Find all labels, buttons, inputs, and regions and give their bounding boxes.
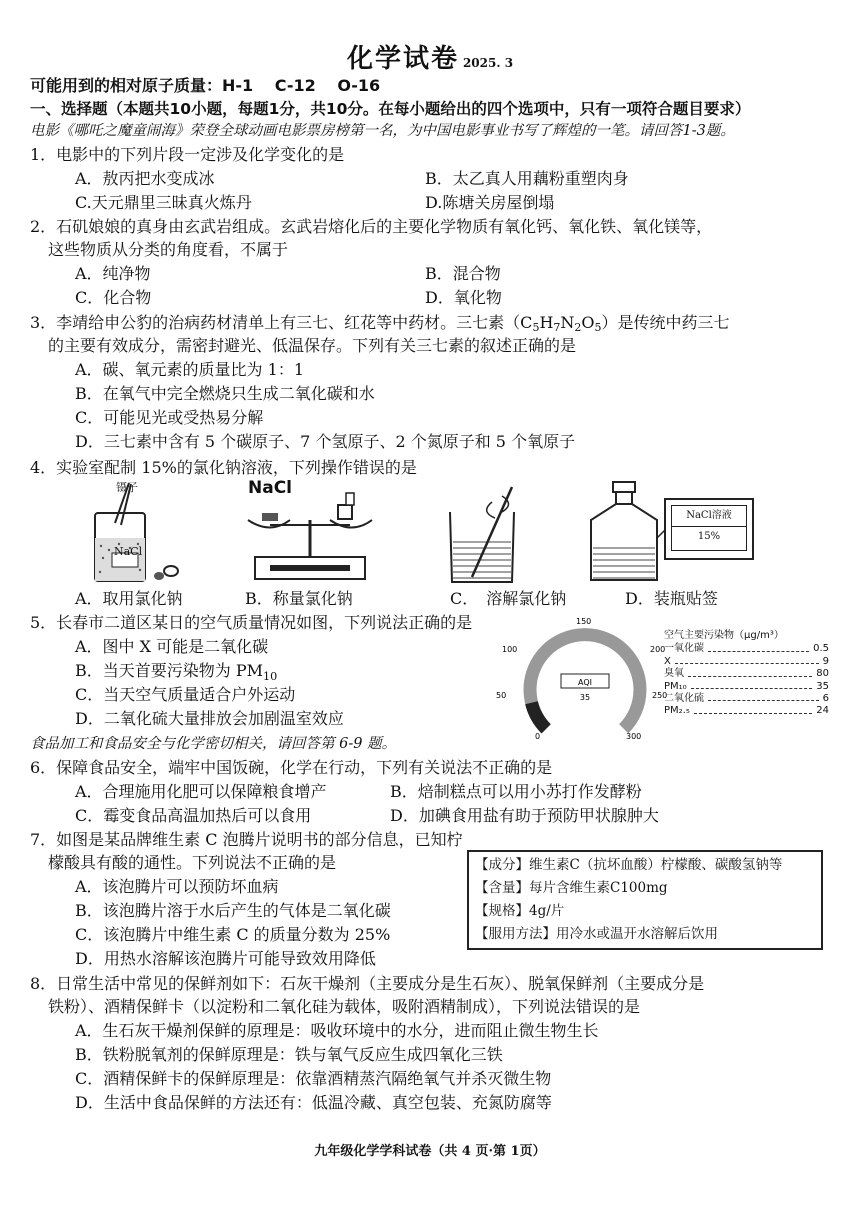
- aqi-label: AQI: [578, 678, 592, 687]
- aqi-gauge: [496, 612, 668, 747]
- tweezers-label: 镊子: [116, 481, 138, 494]
- q8-option-b: B．铁粉脱氧剂的保鲜原理是：铁与氧气反应生成四氧化三铁: [75, 1045, 503, 1064]
- legend-value: 35: [816, 680, 829, 692]
- legend-name: 一氧化碳: [664, 643, 704, 655]
- q7-option-c: C．该泡腾片中维生素 C 的质量分数为 25%: [75, 925, 391, 944]
- legend-name: PM₂.₅: [664, 705, 690, 717]
- legend-name: 臭氧: [664, 668, 684, 680]
- q8-option-c: C．酒精保鲜卡的保鲜原理是：依靠酒精蒸汽隔绝氧气并杀灭微生物: [75, 1069, 552, 1088]
- q1-option-c: C.天元鼎里三昧真火炼丹: [75, 193, 252, 212]
- q2-option-b: B．混合物: [425, 264, 501, 283]
- q1-option-b: B．太乙真人用藕粉重塑肉身: [425, 169, 629, 188]
- q5-option-b-sub: 10: [263, 670, 278, 684]
- legend-row: [664, 705, 829, 717]
- info-usage: 【服用方法】用冷水或温开水溶解后饮用: [475, 926, 718, 942]
- formula-h-count: 7: [553, 321, 561, 334]
- legend-name: PM₁₀: [664, 680, 687, 692]
- title-row: [0, 38, 860, 75]
- pollutant-legend: [664, 630, 829, 718]
- legend-value: 80: [816, 668, 829, 680]
- q6-stem: 6．保障食品安全，端牢中国饭碗，化学在行动，下列有关说法不正确的是: [30, 758, 553, 777]
- gauge-tick-250: 250: [652, 691, 668, 700]
- formula-n: N: [560, 313, 575, 332]
- q5-option-c: C．当天空气质量适合户外运动: [75, 685, 296, 704]
- q5-option-a: A．图中 X 可能是二氧化碳: [75, 637, 269, 656]
- legend-name: X: [664, 655, 671, 667]
- page-title: 化学试卷: [346, 44, 459, 74]
- q3-option-b: B．在氧气中完全燃烧只生成二氧化碳和水: [75, 384, 375, 403]
- balance-nacl-label: NaCl: [248, 478, 293, 498]
- info-ingredients: 【成分】维生素C（抗坏血酸）柠檬酸、碳酸氢钠等: [475, 857, 783, 873]
- legend-title: 空气主要污染物（μg/m³）: [664, 630, 784, 641]
- q8-option-a: A．生石灰干燥剂保鲜的原理是：吸收环境中的水分，进而阻止微生物生长: [75, 1021, 599, 1040]
- atomic-masses: 可能用到的相对原子质量：H-1 C-12 O-16: [30, 76, 381, 95]
- legend-value: 6: [822, 693, 829, 705]
- legend-row: [664, 643, 829, 655]
- fig-weigh-nacl: [240, 495, 375, 590]
- q7-stem-2: 檬酸具有酸的通性。下列说法不正确的是: [48, 853, 337, 872]
- q2-stem-1: 2．石矶娘娘的真身由玄武岩组成。玄武岩熔化后的主要化学物质有氧化钙、氧化铁、氧化镁等，: [30, 217, 713, 236]
- formula-o-count: 5: [594, 321, 602, 334]
- q8-option-d: D．生活中食品保鲜的方法还有：低温冷藏、真空包装、充氮防腐等: [75, 1093, 552, 1112]
- intro-2: 食品加工和食品安全与化学密切相关，请回答第 6-9 题。: [30, 736, 397, 752]
- q8-stem-1: 8．日常生活中常见的保鲜剂如下：石灰干燥剂（主要成分是生石灰）、脱氧保鲜剂（主要成分是: [30, 974, 705, 993]
- q7-option-b: B．该泡腾片溶于水后产生的气体是二氧化碳: [75, 901, 391, 920]
- q1-option-d: D.陈塘关房屋倒塌: [425, 193, 555, 212]
- formula-h: H: [539, 313, 554, 332]
- q7-option-d: D．用热水溶解该泡腾片可能导致效用降低: [75, 949, 376, 968]
- legend-value: 9: [822, 655, 829, 667]
- gauge-tick-0: 0: [535, 732, 541, 741]
- gauge-tick-300: 300: [626, 732, 642, 741]
- q3-stem-1b: ）是传统中药三七: [601, 313, 730, 332]
- gauge-tick-50: 50: [496, 691, 507, 700]
- vitamin-c-info-box: [467, 850, 823, 950]
- q2-option-a: A．纯净物: [75, 264, 151, 283]
- formula-c-count: 5: [532, 321, 540, 334]
- gauge-tick-100: 100: [502, 645, 518, 654]
- q8-stem-2: 铁粉）、酒精保鲜卡（以淀粉和二氧化硅为载体，吸附酒精制成），下列说法错误的是: [48, 997, 641, 1016]
- tag-line-2: 15%: [697, 531, 721, 542]
- q7-option-a: A．该泡腾片可以预防坏血病: [75, 877, 279, 896]
- legend-row: [664, 693, 829, 705]
- gauge-tick-150: 150: [576, 617, 592, 626]
- q6-option-a: A．合理施用化肥可以保障粮食增产: [75, 782, 327, 801]
- q5-stem: 5．长春市二道区某日的空气质量情况如图，下列说法正确的是: [30, 613, 473, 632]
- q5-option-b-text: B．当天首要污染物为 PM: [75, 661, 263, 680]
- q7-stem-1: 7．如图是某品牌维生素 C 泡腾片说明书的部分信息，已知柠: [30, 830, 463, 849]
- q4-stem: 4．实验室配制 15%的氯化钠溶液，下列操作错误的是: [30, 458, 417, 477]
- q3-option-d: D．三七素中含有 5 个碳原子、7 个氢原子、2 个氮原子和 5 个氧原子: [75, 432, 576, 451]
- legend-row: [664, 668, 829, 680]
- q3-option-c: C．可能见光或受热易分解: [75, 408, 264, 427]
- info-content: 【含量】每片含维生素C100mg: [475, 880, 668, 896]
- page-footer: 九年级化学学科试卷（共 4 页·第 1页）: [314, 1144, 546, 1159]
- legend-value: 0.5: [813, 643, 829, 655]
- intro-1: 电影《哪吒之魔童闹海》荣登全球动画电影票房榜第一名，为中国电影事业书写了辉煌的一笔。请回答1-3题。: [30, 123, 735, 139]
- q3-stem-2: 的主要有效成分，需密封避光、低温保存。下列有关三七素的叙述正确的是: [48, 336, 577, 355]
- info-spec: 【规格】4g/片: [475, 903, 565, 919]
- q2-option-c: C．化合物: [75, 288, 152, 307]
- q4-option-a: A．取用氯化钠: [75, 589, 183, 608]
- q5-option-d: D．二氧化硫大量排放会加剧温室效应: [75, 709, 344, 728]
- legend-value: 24: [816, 705, 829, 717]
- formula-o: O: [581, 313, 595, 332]
- q1-option-a: A．敖丙把水变成冰: [75, 169, 215, 188]
- fig-dissolve-nacl: [440, 482, 530, 587]
- q3-stem-1a: 3．李靖给申公豹的治病药材清单上有三七、红花等中药材。三七素（C: [30, 313, 533, 332]
- gauge-tick-200: 200: [650, 645, 666, 654]
- q6-option-c: C．霉变食品高温加热后可以食用: [75, 806, 312, 825]
- exam-date: 2025. 3: [462, 56, 514, 70]
- legend-row: [664, 681, 829, 693]
- q6-option-b: B．焙制糕点可以用小苏打作发酵粉: [390, 782, 642, 801]
- q6-option-d: D．加碘食用盐有助于预防甲状腺肿大: [390, 806, 659, 825]
- q2-stem-2: 这些物质从分类的角度看，不属于: [48, 240, 289, 259]
- aqi-value: 35: [579, 693, 591, 702]
- q2-option-d: D．氧化物: [425, 288, 502, 307]
- q4-option-d: D．装瓶贴签: [625, 589, 718, 608]
- q3-option-a: A．碳、氧元素的质量比为 1：1: [75, 360, 305, 379]
- formula-n-count: 2: [574, 321, 582, 334]
- q4-option-b: B．称量氯化钠: [245, 589, 353, 608]
- fig-take-nacl: [85, 478, 195, 588]
- q1-stem: 1．电影中的下列片段一定涉及化学变化的是: [30, 145, 345, 164]
- legend-row: [664, 656, 829, 668]
- q4-option-c: C． 溶解氯化钠: [450, 589, 567, 608]
- bottle-nacl-label: NaCl: [114, 545, 143, 558]
- tag-line-1: NaCl溶液: [672, 506, 746, 527]
- fig-bottle-label: [585, 478, 665, 588]
- section-heading: 一、选择题（本题共10小题，每题1分，共10分。在每小题给出的四个选项中，只有一项符合题目要求）: [30, 100, 751, 118]
- legend-name: 二氧化硫: [664, 693, 704, 705]
- label-tag: [664, 498, 754, 560]
